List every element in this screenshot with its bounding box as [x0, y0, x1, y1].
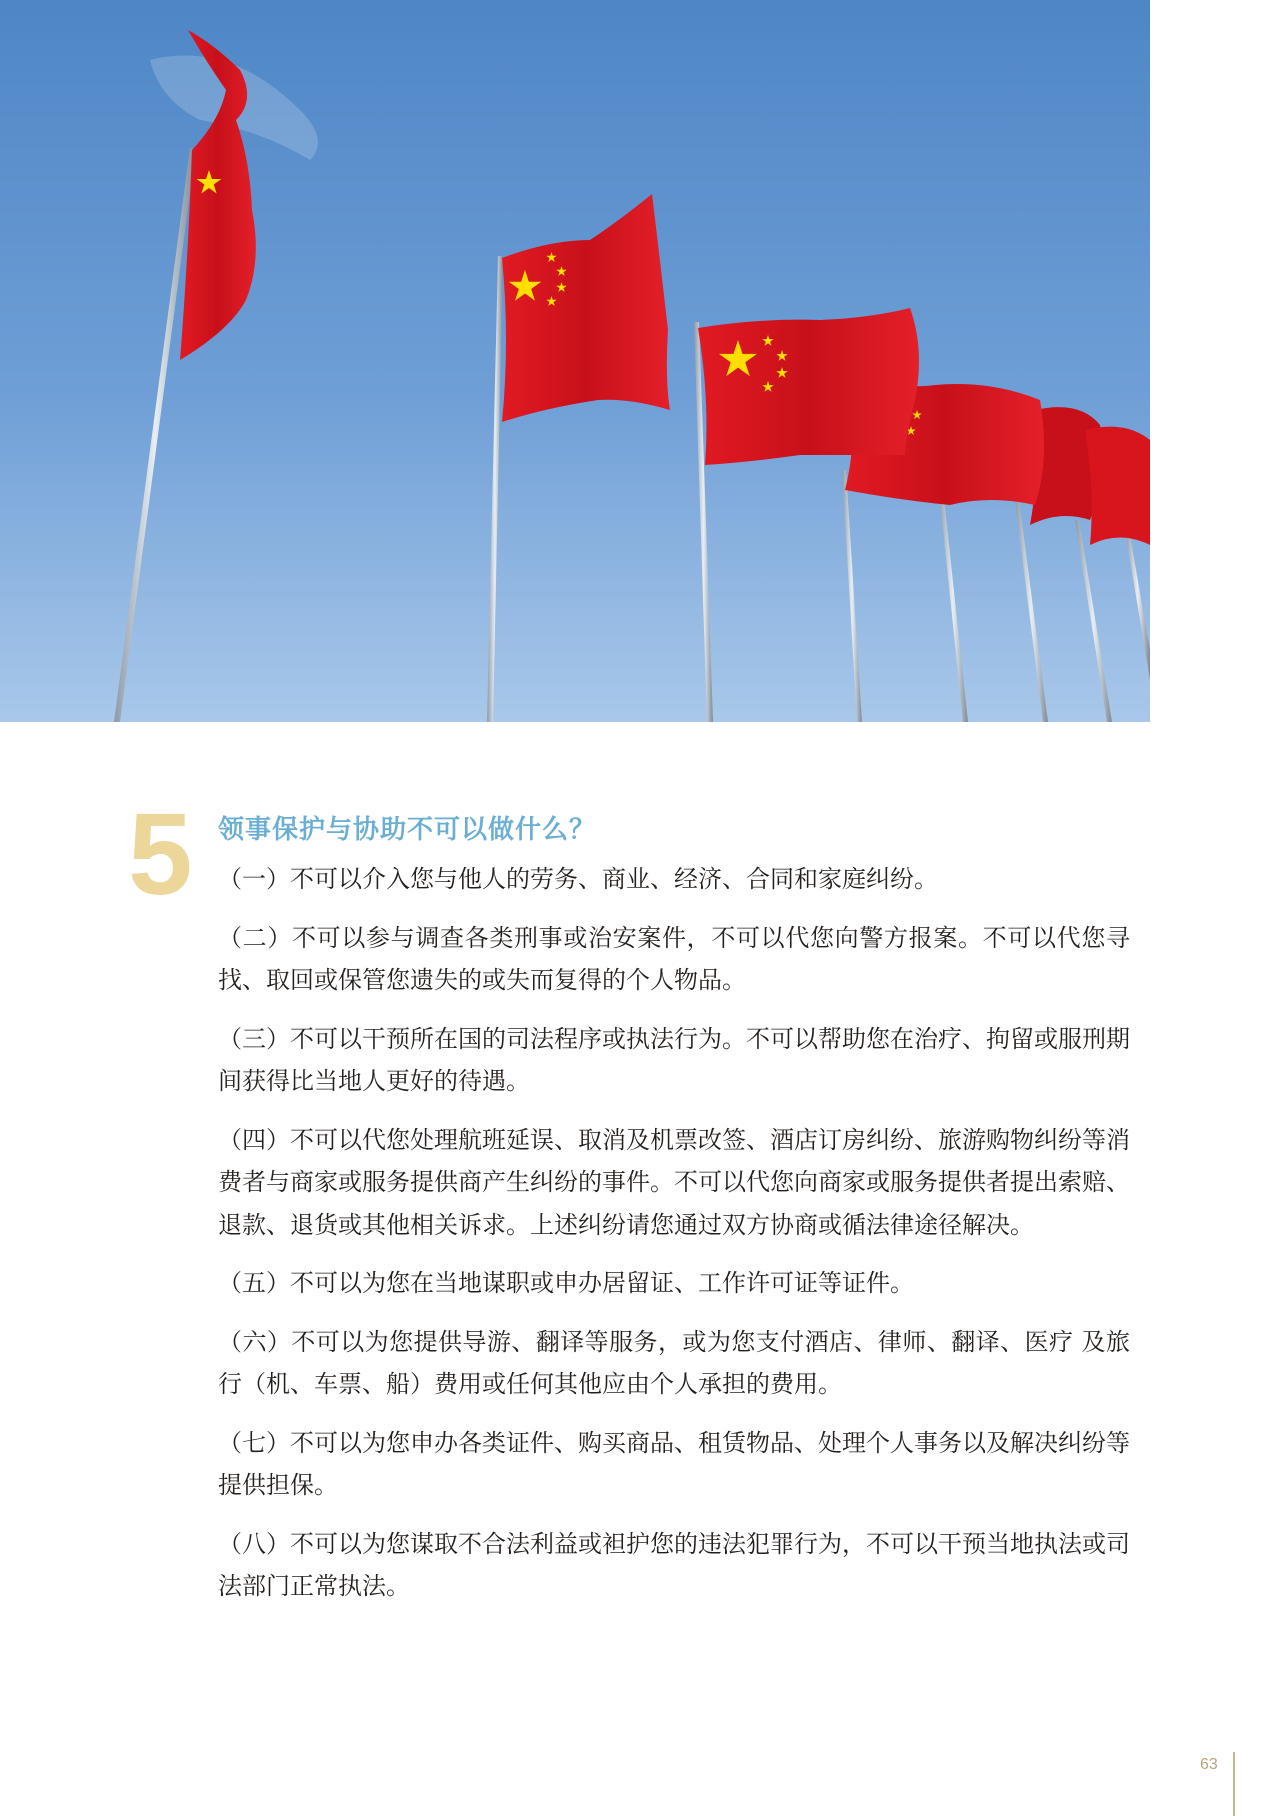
paragraph-1: （一）不可以介入您与他人的劳务、商业、经济、合同和家庭纠纷。	[218, 865, 938, 893]
flags-photo	[0, 0, 1150, 722]
section-title: 领事保护与协助不可以做什么？	[218, 815, 597, 845]
flags-illustration	[0, 0, 1150, 722]
section-number: 5	[128, 789, 193, 919]
flag-three	[698, 308, 919, 465]
paragraph-8: （八）不可以为您谋取不合法利益或袒护您的违法犯罪行为，不可以干预当地执法或司法部门正常执法。	[218, 1529, 1130, 1600]
page-number: 63	[1200, 1756, 1218, 1773]
page-edge-rule	[1233, 1752, 1235, 1816]
paragraph-3: （三）不可以干预所在国的司法程序或执法行为。不可以帮助您在治疗、拘留或服刑期间获得比当地人更好的待遇。	[218, 1024, 1130, 1095]
paragraph-6: （六）不可以为您提供导游、翻译等服务，或为您支付酒店、律师、翻译、医疗 及旅行（机、车票、船）费用或任何其他应由个人承担的费用。	[218, 1327, 1130, 1398]
body-content	[218, 858, 1130, 1624]
paragraph-2: （二）不可以参与调查各类刑事或治安案件，不可以代您向警方报案。不可以代您寻找、取回或保管您遗失的或失而复得的个人物品。	[218, 923, 1130, 994]
paragraph-4: （四）不可以代您处理航班延误、取消及机票改签、酒店订房纠纷、旅游购物纠纷等消费者与商家或服务提供商产生纠纷的事件。不可以代您向商家或服务提供者提出索赔、退款、退货或其他相关诉求。上述纠纷请您通过双方协商或循法律途径解决。	[218, 1125, 1130, 1239]
paragraph-7: （七）不可以为您申办各类证件、购买商品、租赁物品、处理个人事务以及解决纠纷等提供担保。	[218, 1428, 1130, 1499]
paragraph-5: （五）不可以为您在当地谋职或申办居留证、工作许可证等证件。	[218, 1269, 914, 1297]
